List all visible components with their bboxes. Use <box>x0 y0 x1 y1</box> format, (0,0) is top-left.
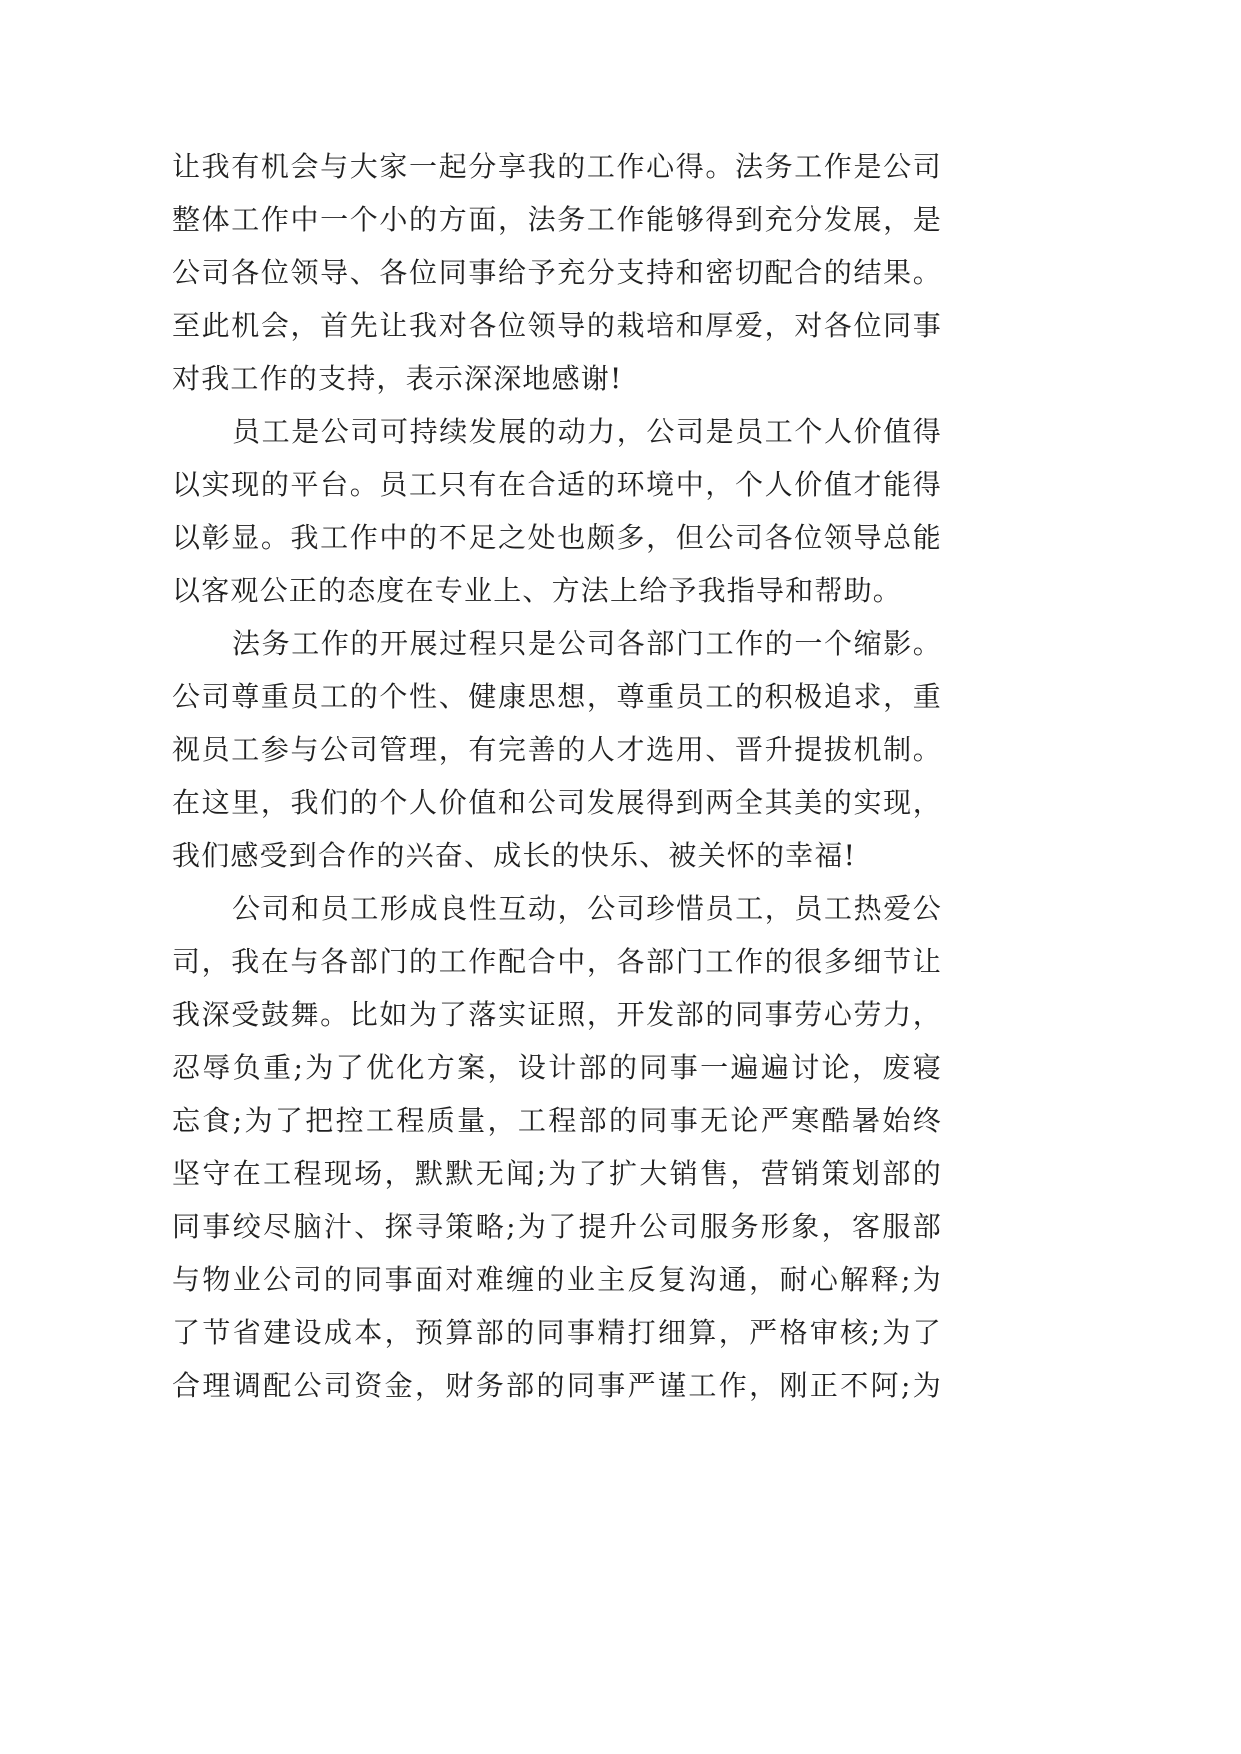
paragraph <box>172 882 942 1412</box>
paragraph-line: 了节省建设成本，预算部的同事精打细算，严格审核;为了 <box>172 1316 942 1349</box>
paragraph-line: 法务工作的开展过程只是公司各部门工作的一个缩影。 <box>232 627 942 660</box>
paragraph-line: 以客观公正的态度在专业上、方法上给予我指导和帮助。 <box>172 574 903 607</box>
paragraph-line: 我深受鼓舞。比如为了落实证照，开发部的同事劳心劳力， <box>172 998 942 1031</box>
paragraph-line: 司，我在与各部门的工作配合中，各部门工作的很多细节让 <box>172 945 942 978</box>
paragraph-line: 整体工作中一个小的方面，法务工作能够得到充分发展，是 <box>172 203 942 236</box>
paragraph-line: 以彰显。我工作中的不足之处也颇多，但公司各位领导总能 <box>172 521 942 554</box>
paragraph-line: 在这里，我们的个人价值和公司发展得到两全其美的实现， <box>172 786 942 819</box>
body-text <box>172 140 942 1412</box>
paragraph <box>172 140 942 405</box>
paragraph-line: 公司和员工形成良性互动，公司珍惜员工，员工热爱公 <box>232 892 942 925</box>
paragraph-line: 让我有机会与大家一起分享我的工作心得。法务工作是公司 <box>172 150 942 183</box>
paragraph-line: 以实现的平台。员工只有在合适的环境中，个人价值才能得 <box>172 468 942 501</box>
paragraph-line: 忘食;为了把控工程质量，工程部的同事无论严寒酷暑始终 <box>172 1104 942 1137</box>
paragraph-line: 与物业公司的同事面对难缠的业主反复沟通，耐心解释;为 <box>172 1263 942 1296</box>
paragraph-line: 合理调配公司资金，财务部的同事严谨工作，刚正不阿;为 <box>172 1369 942 1402</box>
paragraph-line: 视员工参与公司管理，有完善的人才选用、晋升提拔机制。 <box>172 733 942 766</box>
paragraph-line: 公司尊重员工的个性、健康思想，尊重员工的积极追求，重 <box>172 680 942 713</box>
paragraph-line: 员工是公司可持续发展的动力，公司是员工个人价值得 <box>232 415 942 448</box>
paragraph-line: 同事绞尽脑汁、探寻策略;为了提升公司服务形象，客服部 <box>172 1210 942 1243</box>
paragraph-line: 对我工作的支持，表示深深地感谢! <box>172 362 623 395</box>
paragraph <box>172 405 942 617</box>
paragraph-line: 至此机会，首先让我对各位领导的栽培和厚爱，对各位同事 <box>172 309 942 342</box>
paragraph-line: 忍辱负重;为了优化方案，设计部的同事一遍遍讨论，废寝 <box>172 1051 942 1084</box>
paragraph <box>172 617 942 882</box>
paragraph-line: 坚守在工程现场，默默无闻;为了扩大销售，营销策划部的 <box>172 1157 942 1190</box>
paragraph-line: 我们感受到合作的兴奋、成长的快乐、被关怀的幸福! <box>172 839 857 872</box>
paragraph-line: 公司各位领导、各位同事给予充分支持和密切配合的结果。 <box>172 256 942 289</box>
